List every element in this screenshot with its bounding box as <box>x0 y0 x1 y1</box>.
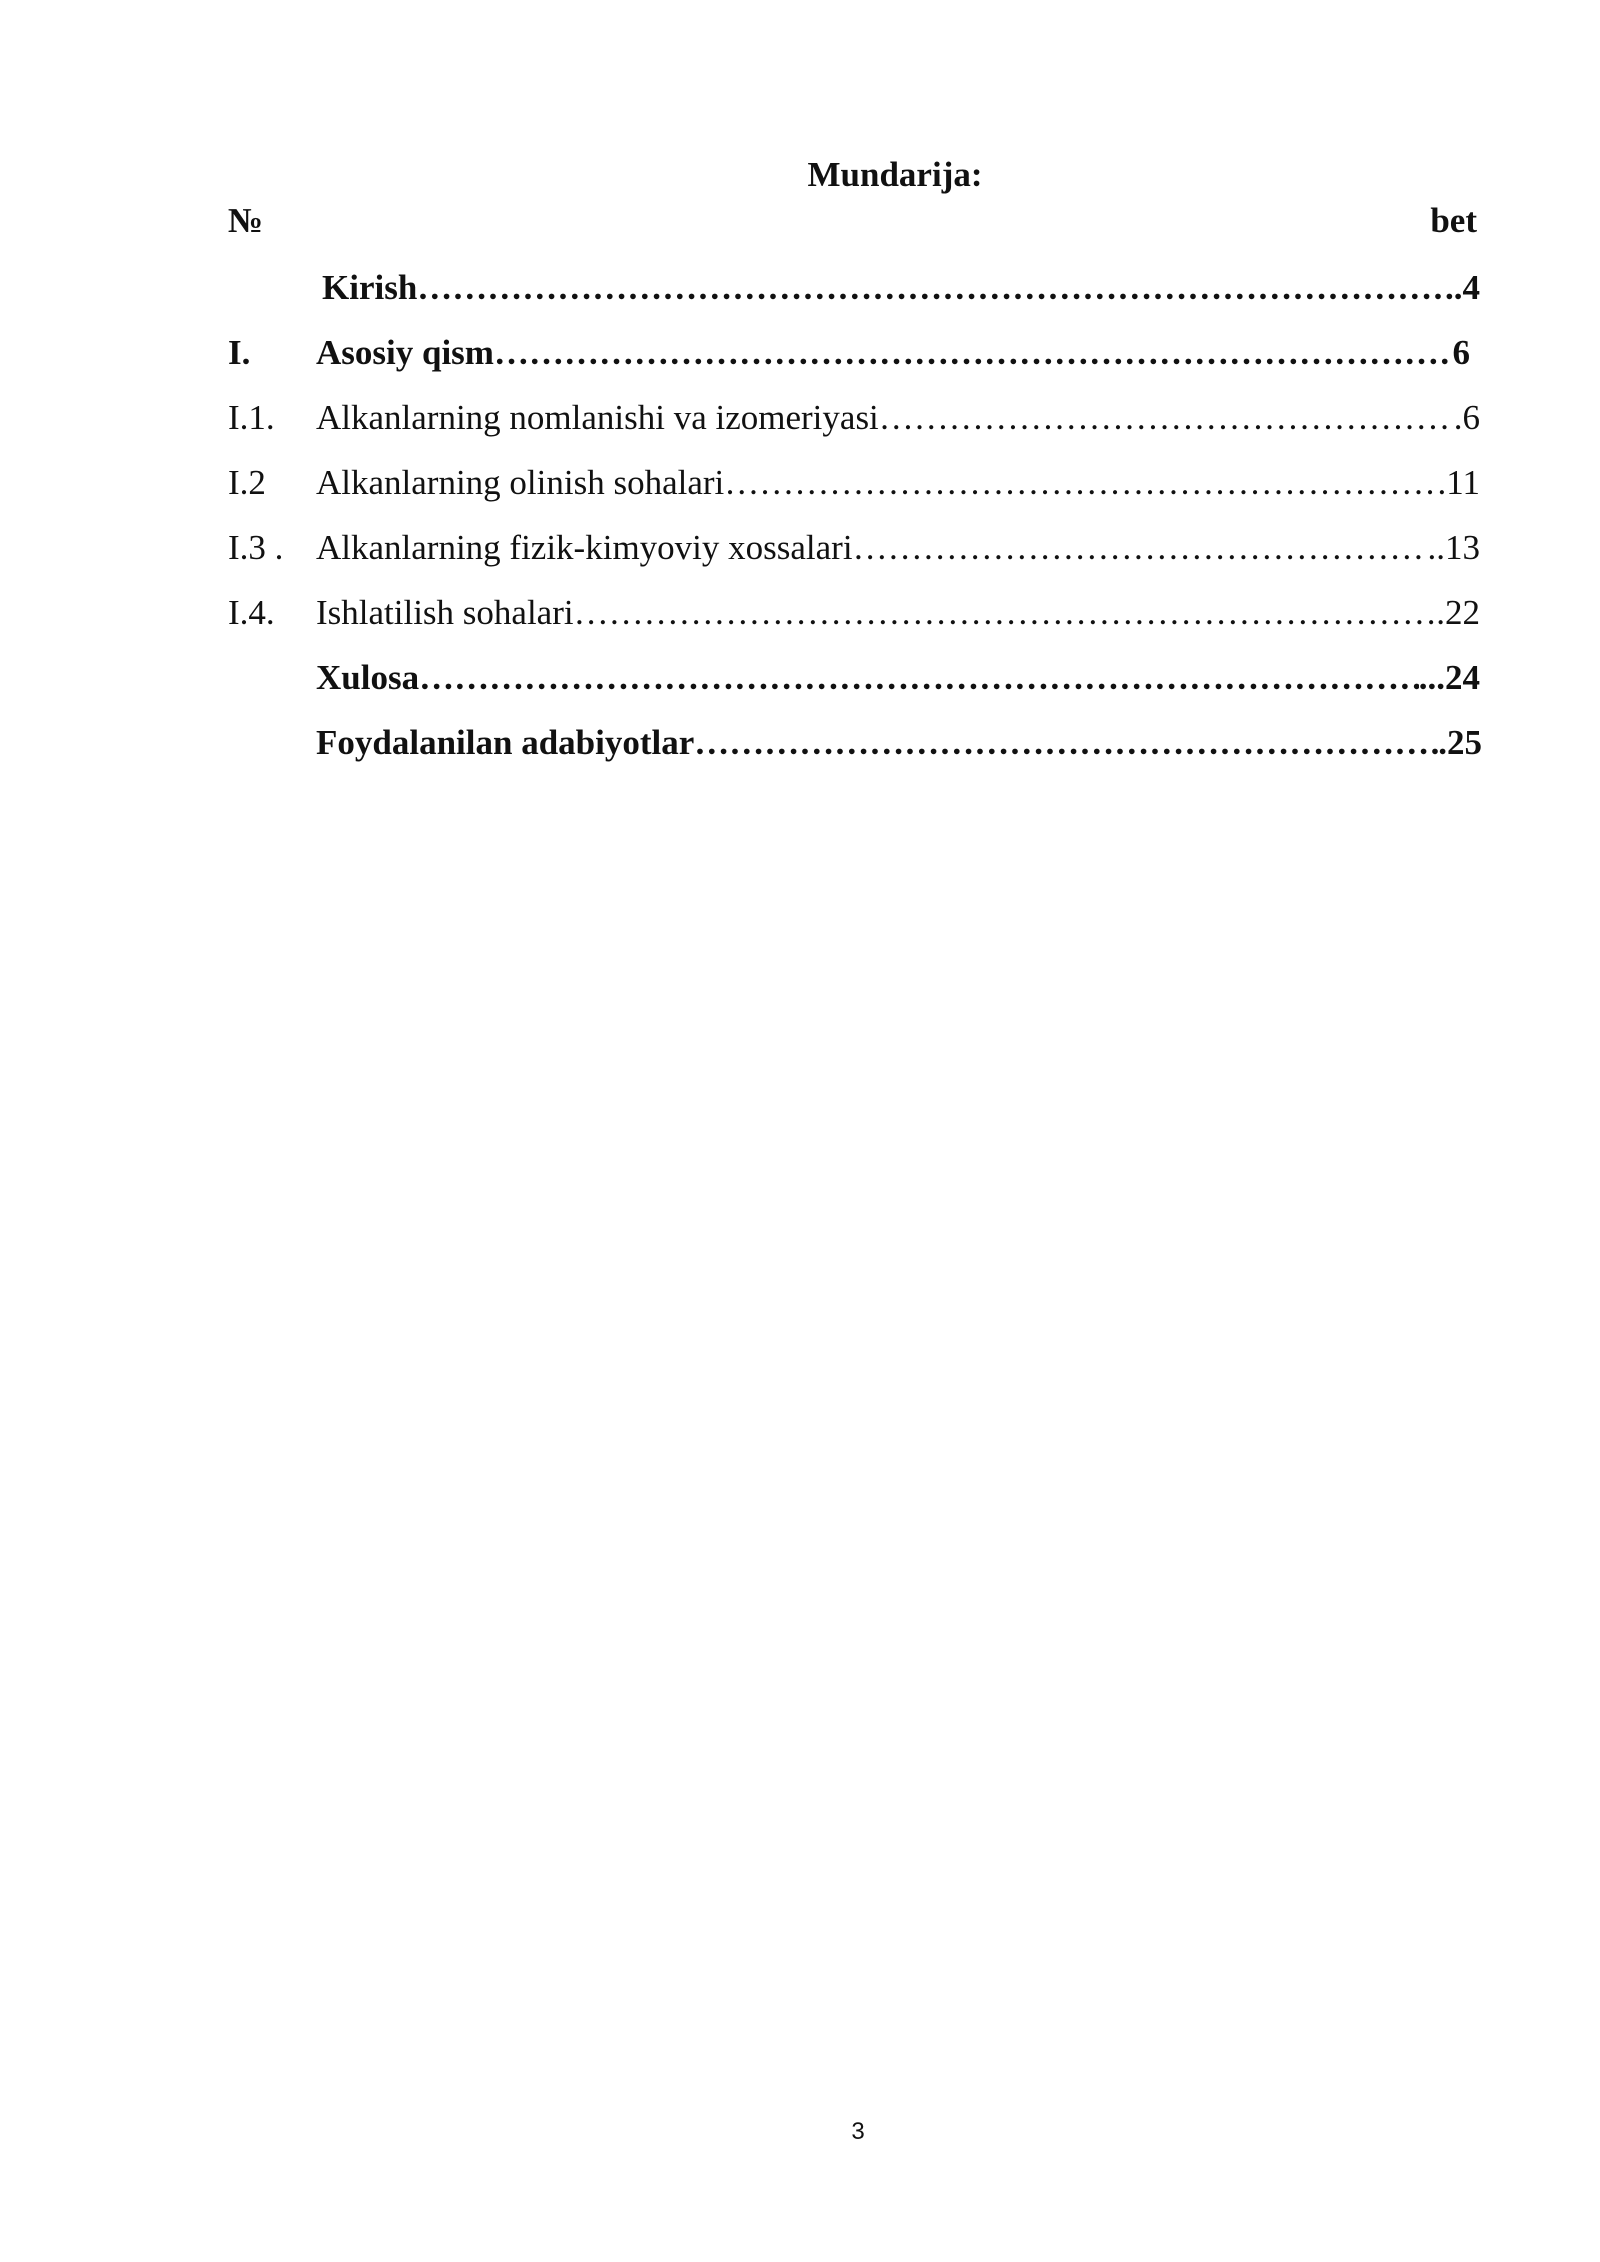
toc-entry-label: Ishlatilish sohalari <box>316 593 574 632</box>
page-number: 3 <box>851 2118 865 2145</box>
dot-leader <box>853 525 1428 571</box>
toc-entry-page: .11 <box>1437 463 1480 502</box>
toc-entry-page: .25 <box>1438 723 1482 762</box>
toc-entry-number: I. <box>228 333 251 372</box>
dot-leader <box>574 590 1437 636</box>
toc-entry-number: I.1. <box>228 398 275 437</box>
toc-entry-page: .6 <box>1453 398 1480 437</box>
toc-entry-label: Alkanlarning nomlanishi va izomeriyasi <box>316 398 879 437</box>
toc-entry-label: Alkanlarning fizik-kimyoviy xossalari <box>316 528 853 567</box>
toc-entry-label: Asosiy qism <box>316 333 494 372</box>
toc-entry-label: Alkanlarning olinish sohalari <box>316 463 725 502</box>
toc-entry-olinish[interactable] <box>228 460 1480 506</box>
toc-entry-number: I.2 <box>228 463 266 502</box>
toc-entry-page: 6 <box>1452 333 1470 372</box>
toc-entry-page: .22 <box>1436 593 1480 632</box>
toc-entry-page: ..13 <box>1427 528 1480 567</box>
toc-entry-adabiyotlar[interactable] <box>228 720 1482 766</box>
toc-entry-number: I.3 . <box>228 528 284 567</box>
dot-leader <box>694 720 1438 766</box>
dot-leader <box>879 395 1454 441</box>
number-column-header: № <box>228 201 264 240</box>
page-column-header: bet <box>1430 201 1477 240</box>
toc-entry-xulosa[interactable] <box>228 655 1480 701</box>
dot-leader <box>419 655 1419 701</box>
toc-entry-nomlanishi[interactable] <box>228 395 1480 441</box>
toc-entry-label: Kirish <box>322 268 418 307</box>
toc-entry-page: ..4 <box>1445 268 1480 307</box>
toc-entry-label: Xulosa <box>316 658 420 697</box>
toc-title: Mundarija: <box>807 155 983 194</box>
toc-entry-label: Foydalanilan adabiyotlar <box>316 723 695 762</box>
toc-entry-xossalari[interactable] <box>228 525 1480 571</box>
toc-entry-asosiy-qism[interactable] <box>228 330 1470 376</box>
dot-leader <box>494 330 1453 376</box>
toc-entry-ishlatilish[interactable] <box>228 590 1480 636</box>
dot-leader <box>417 265 1445 311</box>
toc-entry-number: I.4. <box>228 593 275 632</box>
toc-entry-page: ...24 <box>1418 658 1480 697</box>
dot-leader <box>724 460 1437 506</box>
toc-entry-kirish[interactable] <box>228 265 1480 311</box>
